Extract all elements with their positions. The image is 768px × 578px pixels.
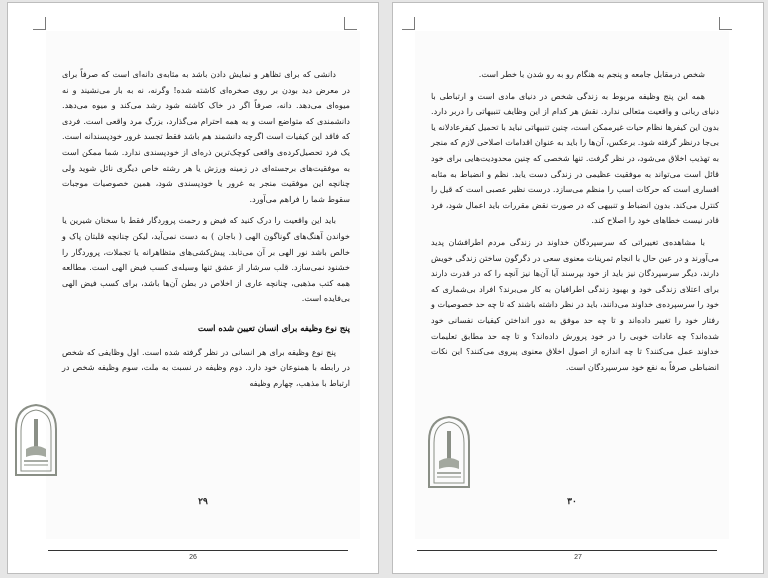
paragraph: با مشاهده‌ی تغییراتی که سرسپردگان خداوند در زندگی مردم اطرافشان پدید می‌آورند و در عین حال با انجام تمرینات معنوی سعی در دگرگون ساختن زندگی خویش دارند، دیگر سرسپردگان نیز باید از خود بپرسند آیا آن‌ها نیز آنچه را که در قدرت دارند برای اعتلای زندگی خود و بهبود زندگی اطرافیان به کار می‌برند؟ افراد بی‌شماری که خود را سرسپرده‌ی خداوند می‌دانند، باید در نظر داشته باشند که تا چه حد خصوصیات و رفتار خود را تغییر داده‌اند و تا چه حد موفق به دور انداختن کیفیات نفسانی خود شده‌اند؟ چه عادات خوبی را در خود پرورش داده‌اند؟ و تا چه حد مطابق تعلیمات خداوند عمل می‌کنند؟ تا چه اندازه از اصول اخلاق معنوی پیروی می‌کنند؟ این نکات انضباطی صرفاً به نفع خود سرسپردگان است. — [431, 236, 719, 372]
paragraph: شخص درمقابل جامعه و پنجم به هنگام رو به رو شدن با خطر است. — [478, 69, 705, 79]
crop-mark — [402, 17, 415, 30]
page-footer-rule — [48, 550, 348, 551]
section-heading: پنج نوع وظیفه برای انسان تعیین شده است — [197, 322, 350, 333]
page-text — [431, 67, 719, 381]
book-page-number: ۳۰ — [567, 497, 577, 507]
crop-mark — [33, 17, 46, 30]
scanned-page — [46, 31, 360, 539]
book-page-number: ۲۹ — [198, 497, 208, 507]
paragraph: همه این پنج وظیفه مربوط به زندگی شخص در دنیای مادی است و ارتباطی با دنیای ربانی و واقعیت متعالی ندارد. نقش هر کدام از این وظایف تنبیهاتی را دربر دارد. بدون این کیفرها نظام حیات غیرممکن است، چنین تنبیهاتی نباید با تحمیل کیفرعادلانه یا بی‌جا درنظر گرفته شود. برعکس، آن‌ها را باید به عنوان اقدامات اصلاحی لازم که منجر به تهذیب اخلاق می‌شود، در نظر گرفت. تنها شخصی که چنین محدودیت‌هایی برای خود قائل است می‌تواند به موفقیت عظیمی در زندگی دست یابد. نظم و انضباط به مثابه افساری است که حرکات اسب را منظم می‌سازد. درست نظیر عصبی است که قیل را کنترل می‌کند. بدون انضباط و تنبیهی که در صورت نقض مقررات باید اعمال شود، فرد قادر نیست خطاهای خود را اصلاح کند. — [431, 90, 719, 226]
page-text — [62, 67, 350, 397]
crop-mark — [344, 17, 357, 30]
seal-icon — [10, 403, 62, 477]
page-number: 26 — [189, 554, 197, 561]
page-footer-rule — [417, 550, 717, 551]
crop-mark — [719, 17, 732, 30]
paragraph: پنج نوع وظیفه برای هر انسانی در نظر گرفته شده است. اول وظایفی که شخص در رابطه با همنوعان خود دارد. دوم وظیفه در نسبت به ملت، سوم وظیفه شخص در ارتباط با مذهب، چهارم وظیفه — [62, 346, 350, 388]
document-page-left — [7, 2, 379, 574]
document-page-right — [392, 2, 764, 574]
page-number: 27 — [574, 554, 582, 561]
paragraph: دانشی که برای تظاهر و نمایش دادن باشد به مثابه‌ی دانه‌ای است که صرفاً برای در معرض دید بودن بر روی صخره‌ای کاشته شده! وگرنه، نه به بار می‌نشیند و نه میوه‌ای می‌دهد. دانه، صرفاً اگر در خاک کاشته شود رشد می‌کند و میوه می‌دهد. دانشمندی که متواضع است و به همه احترام می‌گذارد، بزرگ مرد واقعی است. فردی که فاقد این کیفیات است اگرچه دانشمند هم باشد فقط تجسد غرور خودپسندانه است. یک فرد تحصیل‌کرده‌ی واقعی کوچک‌ترین ذره‌ای از خودپسندی ندارد. شما ممکن است به موفقیت‌های برجسته‌ای در زمینه ورزش یا هر رشته خاص دیگری نائل شوید ولی چنانچه این موفقیت منجر به غرور یا خودپسندی شود، همین خصوصیات موجبات سقوط شما را فراهم می‌آورد. — [62, 69, 350, 204]
seal-icon — [423, 415, 475, 489]
paragraph: باید این واقعیت را درک کنید که فیض و رحمت پروردگار فقط با سخنان شیرین یا خواندن آهنگ‌های گوناگون الهی ( باجان ) به دست نمی‌آید، لیکن چنانچه قلبتان پاک و خالص باشد نور الهی بر آن می‌تابد. پیش‌کشی‌های متظاهرانه یا تجملات، پروردگار را خشنود نمی‌سازد. قلب سرشار از عشق تنها وسیله‌ی کسب فیض الهی است. مطالعه همه کتب مذهبی، چنانچه عاری از اخلاص در بطن آن‌ها باشد، برای کسب فیض الهی بی‌فایده است. — [62, 215, 350, 304]
